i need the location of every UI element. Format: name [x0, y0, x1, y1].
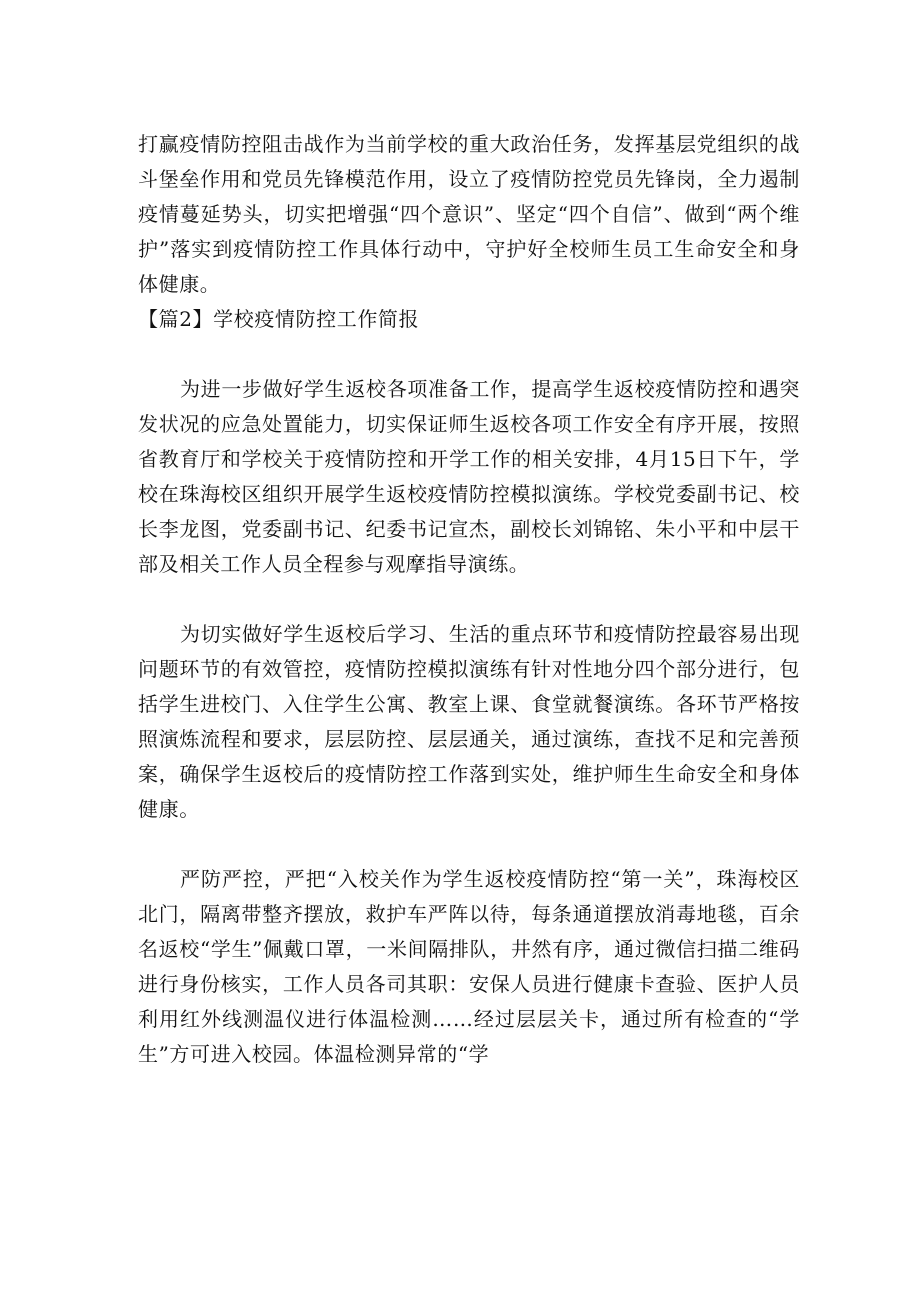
paragraph-drill-parts: 为切实做好学生返校后学习、生活的重点环节和疫情防控最容易出现问题环节的有效管控，疫情防控模拟演练有针对性地分四个部分进行，包括学生进校门、入住学生公寓、教室上课、食堂就餐演练。各环节严格按照演炼流程和要求，层层防控、层层通关，通过演练，查找不足和完善预案，确保学生返校后的疫情防控工作落到实处，维护师生生命安全和身体健康。	[138, 622, 800, 821]
section-heading: 【篇2】学校疫情防控工作简报	[138, 307, 420, 331]
paragraph-drill-overview: 为进一步做好学生返校各项准备工作，提高学生返校疫情防控和遇突发状况的应急处置能力，切实保证师生返校各项工作安全有序开展，按照省教育厅和学校关于疫情防控和开学工作的相关安排，4月15日下午，学校在珠海校区组织开展学生返校疫情防控模拟演练。学校党委副书记、校长李龙图，党委副书记、纪委书记宣杰，副校长刘锦铭、朱小平和中层干部及相关工作人员全程参与观摩指导演练。	[138, 377, 800, 576]
paragraph-entry-control: 严防严控，严把“入校关作为学生返校疫情防控“第一关”，珠海校区北门，隔离带整齐摆放，救护车严阵以待，每条通道摆放消毒地毯，百余名返校“学生”佩戴口罩，一米间隔排队，井然有序，通过微信扫描二维码进行身份核实，工作人员各司其职：安保人员进行健康卡查验、医护人员利用红外线测温仪进行体温检测……经过层层关卡，通过所有检查的“学生”方可进入校园。体温检测异常的“学	[138, 867, 800, 1066]
document-page	[138, 127, 800, 1072]
paragraph-intro: 打赢疫情防控阻击战作为当前学校的重大政治任务，发挥基层党组织的战斗堡垒作用和党员先锋模范作用，设立了疫情防控党员先锋岗，全力遏制疫情蔓延势头，切实把增强“四个意识”、坚定“四个自信”、做到“两个维护”落实到疫情防控工作具体行动中，守护好全校师生员工生命安全和身体健康。	[138, 132, 800, 296]
